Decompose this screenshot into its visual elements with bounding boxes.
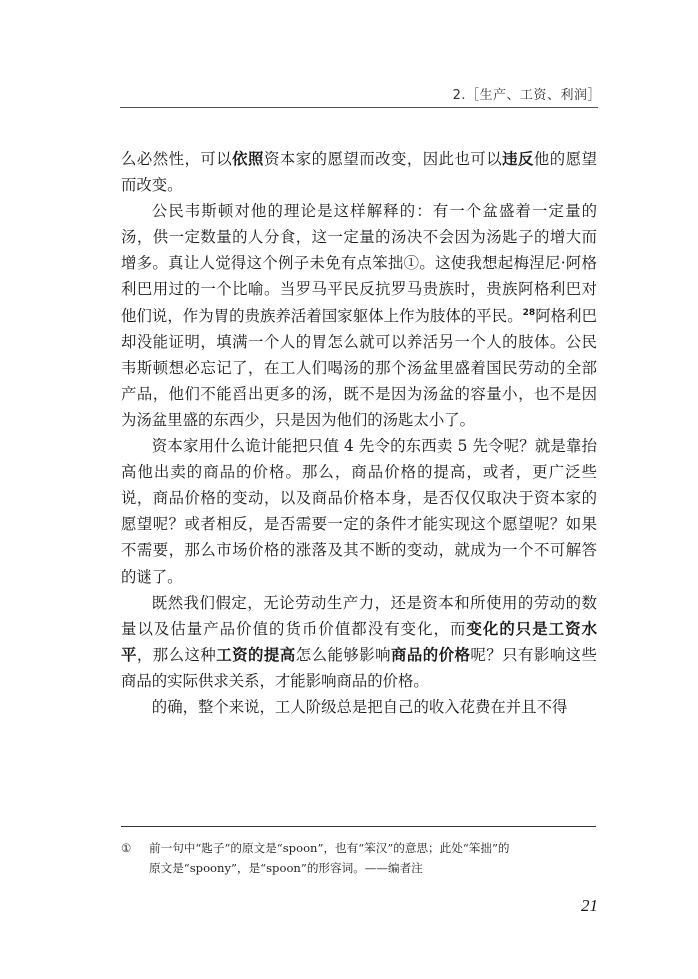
text-run: 他的愿望而改变。 — [121, 150, 597, 195]
text-run: 既然我们假定，无论劳动生产力，还是资本和所使用的劳动的数量以及估量产品价值的货币价值都没有变化，而 — [121, 593, 597, 638]
footnote-rule — [121, 826, 596, 827]
paragraph — [121, 146, 597, 198]
text-run: 资本家的愿望而改变，因此也可以 — [263, 150, 503, 168]
page-number: 21 — [581, 896, 598, 915]
text-run: 阿格利巴却没能证明，填满一个人的胃怎么就可以养活另一个人的肢体。公民韦斯顿想必忘记了，在工人们喝汤的那个汤盆里盛着国民劳动的全部产品，他们不能舀出更多的汤，既不是因为汤盆的容量小，也不是因为汤盆里盛的东西少，只是因为他们的汤匙太小了。 — [121, 306, 597, 429]
running-header: 2.［生产、工资、利润］ — [452, 88, 601, 103]
footnote — [121, 838, 591, 878]
text-run: 资本家用什么诡计能把只值 4 先令的东西卖 5 先令呢？就是靠抬高他出卖的商品的价格。那么，商品价格的提高，或者，更广泛些说，商品价格的变动，以及商品价格本身，是否仅仅取决于资本家的愿望呢？或者相反，是否需要一定的条件才能实现这个愿望呢？如果不需要，那么市场价格的涨落及其不断的变动，就成为一个不可解答的谜了。 — [121, 437, 597, 586]
emphasis-run: 违反 — [502, 150, 534, 168]
emphasis-run: 依照 — [232, 150, 264, 168]
header-rule — [120, 107, 598, 108]
paragraph — [121, 590, 597, 694]
paragraph — [121, 694, 597, 720]
text-run: ，那么这种 — [136, 645, 217, 664]
text-run: 怎么能够影响 — [295, 645, 391, 664]
text-run: 的确，整个来说，工人阶级总是把自己的收入花费在并且不得 — [151, 697, 568, 716]
paragraph — [121, 433, 597, 590]
footnote-marker: ① — [121, 841, 132, 855]
paragraph — [121, 198, 597, 433]
endnote-reference[interactable]: 28 — [522, 307, 536, 318]
emphasis-run: 工资的提高 — [216, 645, 296, 664]
text-run: 么必然性，可以 — [121, 150, 233, 168]
footnote-line: 原文是“spoony”，是“spoon”的形容词。——编者注 — [149, 861, 423, 875]
text-run: 公民韦斯顿对他的理论是这样解释的：有一个盆盛着一定量的汤，供一定数量的人分食，这一定量的汤决不会因为汤匙子的增大而增多。真让人觉得这个例子未免有点笨拙①。这使我想起梅涅尼·阿格利巴用过的一个比喻。当罗马平民反抗罗马贵族时，贵族阿格利巴对他们说，作为胃的贵族养活着国家躯体上作为肢体的平民。 — [121, 202, 597, 325]
emphasis-run: 商品的价格 — [390, 645, 471, 664]
emphasis-run: 变化的只是工资水平 — [121, 619, 597, 664]
footnote-text: 前一句中“匙子”的原文是“spoon”，也有“笨汉”的意思；此处“笨拙”的 — [149, 841, 510, 855]
body-text — [121, 146, 597, 720]
footnote-line — [121, 838, 591, 858]
text-run: 呢？只有影响这些商品的实际供求关系，才能影响商品的价格。 — [121, 645, 597, 690]
